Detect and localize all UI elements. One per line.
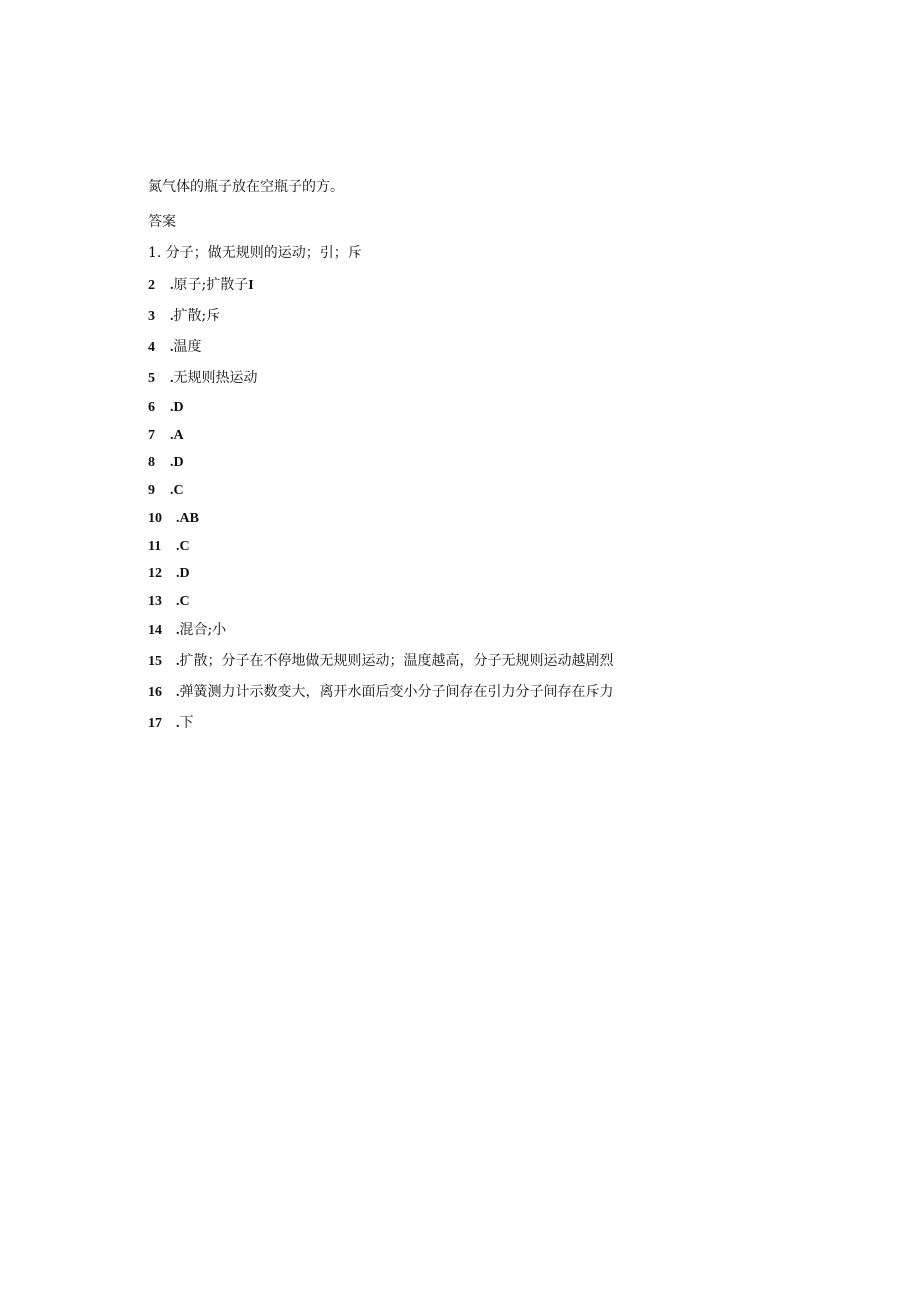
answer-separator: . (176, 685, 180, 700)
answers-heading (148, 213, 176, 231)
answer-separator: . (176, 511, 180, 526)
answer-suffix: I (248, 278, 254, 293)
answer-item (148, 683, 614, 702)
answer-separator: . (170, 400, 174, 415)
answer-number: 13 (148, 594, 162, 609)
answer-item-1 (148, 244, 362, 262)
answers-heading-text: 答案 (148, 214, 176, 230)
answer-item (148, 398, 184, 417)
answer-text: D (173, 400, 184, 415)
answer-separator: . (176, 654, 180, 669)
answer-text: 扩散；分子在不停地做无规则运动；温度越高，分子无规则运动越剧烈 (179, 653, 614, 669)
answer-separator: . (170, 340, 174, 355)
answer-number: 14 (148, 623, 162, 638)
answer-number: 12 (148, 566, 162, 581)
answer-text: C (179, 539, 190, 554)
answer-text: D (179, 566, 190, 581)
answer-separator: . (170, 278, 174, 293)
answer-number: 7 (148, 428, 155, 443)
answer-item (148, 369, 258, 388)
answer-text: A (173, 428, 184, 443)
answer-separator: . (170, 428, 174, 443)
answer-separator: . (176, 716, 180, 731)
answer-text: 混合;小 (179, 622, 227, 638)
answer-item (148, 307, 220, 326)
answer-separator: . (176, 539, 180, 554)
answer-item (148, 453, 184, 472)
answer-item (148, 621, 226, 640)
answer-1-text: 1. 分子；做无规则的运动；引；斥 (148, 245, 362, 261)
answer-separator: . (170, 309, 174, 324)
intro-line (148, 178, 344, 196)
answer-number: 9 (148, 483, 155, 498)
answer-number: 16 (148, 685, 162, 700)
answer-text: AB (179, 511, 199, 526)
answer-number: 5 (148, 371, 155, 386)
answer-number: 17 (148, 716, 162, 731)
answer-text: 弹簧测力计示数变大，离开水面后变小分子间存在引力分子间存在斥力 (179, 684, 614, 700)
intro-text: 氮气体的瓶子放在空瓶子的方。 (148, 179, 344, 195)
answer-separator: . (176, 566, 180, 581)
answer-separator: . (170, 455, 174, 470)
answer-item (148, 509, 199, 528)
answer-text: C (179, 594, 190, 609)
answer-separator: . (170, 371, 174, 386)
answer-number: 6 (148, 400, 155, 415)
answer-number: 11 (148, 539, 162, 554)
answer-text: C (173, 483, 184, 498)
answer-number: 15 (148, 654, 162, 669)
answer-number: 3 (148, 309, 155, 324)
answer-number: 2 (148, 278, 155, 293)
answer-item (148, 537, 190, 556)
answer-text: 下 (179, 715, 194, 731)
answer-item (148, 592, 190, 611)
answer-item (148, 481, 184, 500)
answer-number: 10 (148, 511, 162, 526)
answer-text: D (173, 455, 184, 470)
answer-number: 4 (148, 340, 155, 355)
answer-item (148, 426, 184, 445)
answer-item (148, 714, 194, 733)
answer-text: 原子;扩散子 (173, 277, 249, 293)
answer-item (148, 564, 190, 583)
answer-text: 无规则热运动 (173, 370, 258, 386)
answer-item (148, 338, 202, 357)
answer-item (148, 276, 254, 295)
answer-separator: . (176, 594, 180, 609)
answer-separator: . (176, 623, 180, 638)
answer-number: 8 (148, 455, 155, 470)
answer-text: 扩散;斥 (173, 308, 221, 324)
answer-separator: . (170, 483, 174, 498)
answer-text: 温度 (173, 339, 202, 355)
answer-item (148, 652, 614, 671)
